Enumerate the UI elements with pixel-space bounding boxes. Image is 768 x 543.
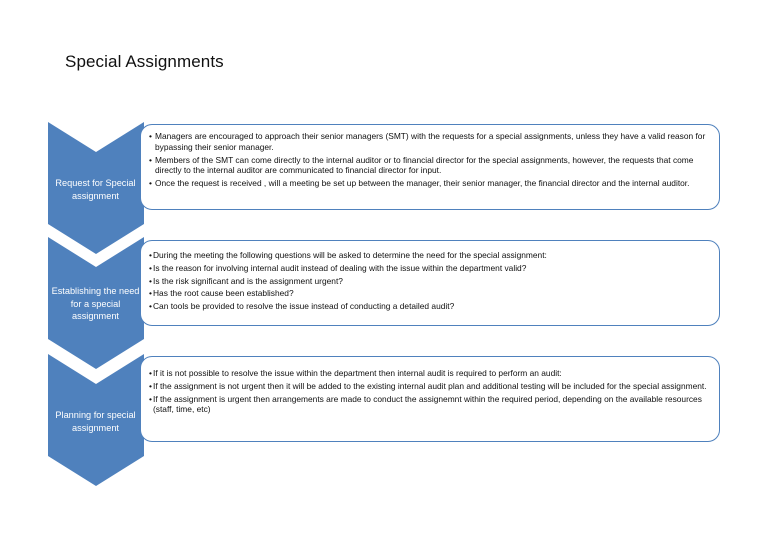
step-3-label: Planning for special assignment [55, 410, 136, 433]
process-step-3 [0, 354, 768, 489]
step-2-bullet-1: • During the meeting the following questions will be asked to determine the need for the special assignment: [149, 250, 711, 261]
step-2-label: Establishing the need for a special assignment [51, 286, 140, 321]
step-1-bullet-2: • Members of the SMT can come directly to the internal auditor or to financial director for the special assignments, however, the requests that come directly to the internal auditor are communicated to financial director for input. [149, 155, 711, 176]
step-2-bullet-4: • Has the root cause been established? [149, 288, 711, 299]
step-2-bullet-5: • Can tools be provided to resolve the issue instead of conducting a detailed audit? [149, 301, 711, 312]
process-step-2 [0, 237, 768, 372]
step-2-bullet-2: • Is the reason for involving internal audit instead of dealing with the issue within the department valid? [149, 263, 711, 274]
step-1-bullet-3: • Once the request is received , will a meeting be set up between the manager, their senior manager, the financial director and the internal auditor. [149, 178, 711, 189]
step-1-label: Request for Special assignment [55, 178, 136, 201]
step-3-details-box [140, 356, 720, 442]
step-2-bullet-3: • Is the risk significant and is the assignment urgent? [149, 276, 711, 287]
step-1-bullet-1: • Managers are encouraged to approach their senior managers (SMT) with the requests for a special assignments, unless they have a valid reason for bypassing their senior manager. [149, 131, 711, 152]
step-1-details-box [140, 124, 720, 210]
step-2-details-box [140, 240, 720, 326]
step-3-bullet-3: • If the assignment is urgent then arrangements are made to conduct the assignemnt within the required period, depending on the available resources (staff, time, etc) [149, 394, 711, 415]
step-3-bullet-2: • If the assignment is not urgent then it will be added to the existing internal audit plan and additional testing will be included for the special assignment. [149, 381, 711, 392]
step-3-bullet-1: • If it is not possible to resolve the issue within the department then internal audit is required to perform an audit: [149, 368, 711, 379]
page-title: Special Assignments [65, 52, 224, 71]
